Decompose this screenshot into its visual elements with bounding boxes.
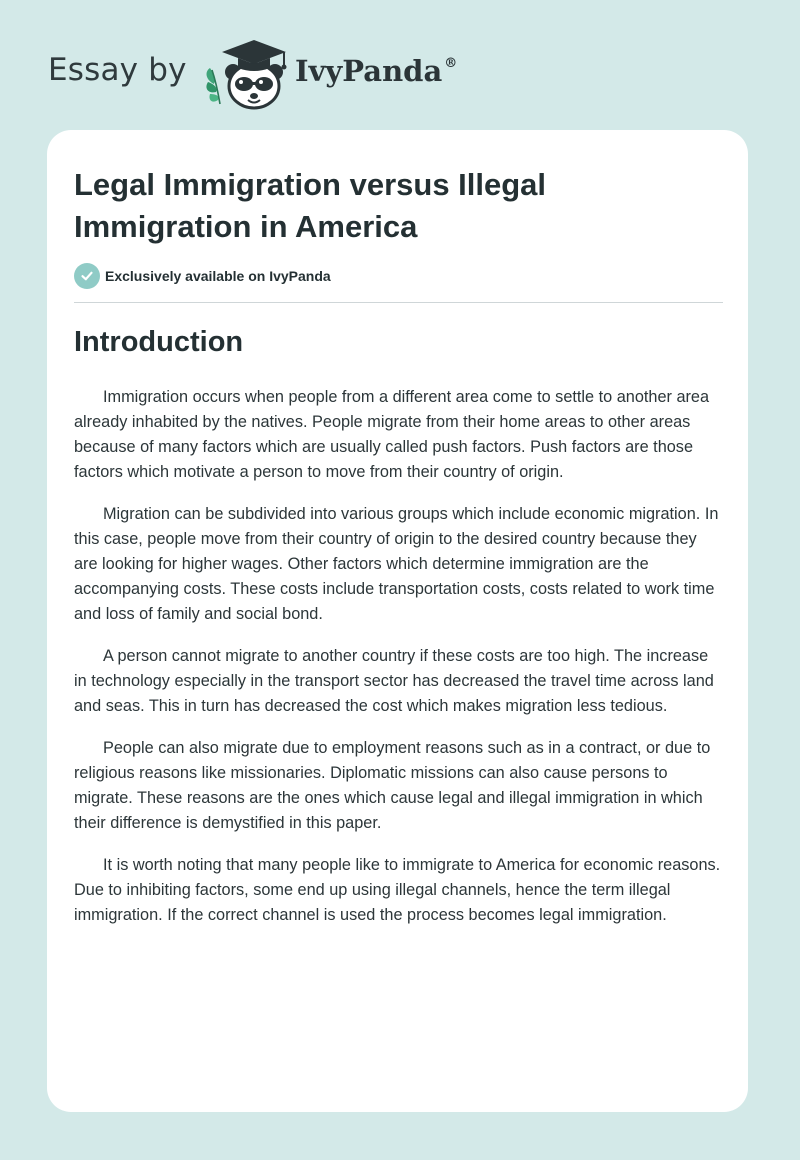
badge-label: Exclusively available on IvyPanda bbox=[105, 268, 331, 284]
divider bbox=[74, 302, 723, 303]
exclusive-badge bbox=[74, 263, 331, 289]
essay-card bbox=[47, 130, 748, 1112]
registered-mark: ® bbox=[444, 56, 458, 71]
section-heading: Introduction bbox=[74, 326, 244, 358]
paragraph: Immigration occurs when people from a different area come to settle to another area already inhabited by the natives. People migrate from their home areas to other areas because of many factors which are usually called push factors. Push factors are those factors which motivate a person to move from their country of origin. bbox=[74, 388, 710, 481]
essay-body bbox=[74, 385, 723, 945]
paragraph: A person cannot migrate to another country if these costs are too high. The increase in technology especially in the transport sector has decreased the travel time across land and seas. This in turn has decreased the cost which makes migration less tedious. bbox=[74, 647, 714, 715]
site-header bbox=[48, 34, 748, 110]
essay-by-label: Essay by bbox=[48, 52, 187, 88]
panda-graduate-icon[interactable] bbox=[200, 34, 300, 110]
brand-name[interactable]: IvyPanda ® bbox=[295, 54, 458, 88]
essay-title: Legal Immigration versus Illegal Immigration in America bbox=[74, 167, 547, 244]
paragraph: Migration can be subdivided into various groups which include economic migration. In this case, people move from their country of origin to the desired country because they are looking for higher wages. Other factors which determine immigration are the accompanying costs. These costs include transportation costs, costs related to work time and loss of family and social bond. bbox=[74, 505, 719, 623]
paragraph: It is worth noting that many people like to immigrate to America for economic reasons. Due to inhibiting factors, some end up using illegal channels, hence the term illegal immigration. If the correct channel is used the process becomes legal immigration. bbox=[74, 856, 721, 924]
ivy-leaf-icon bbox=[206, 68, 220, 104]
paragraph: People can also migrate due to employment reasons such as in a contract, or due to religious reasons like missionaries. Diplomatic missions can also cause persons to migrate. These reasons are the ones which cause legal and illegal immigration in which their difference is demystified in this paper. bbox=[74, 739, 711, 832]
checkmark-icon bbox=[74, 263, 100, 289]
